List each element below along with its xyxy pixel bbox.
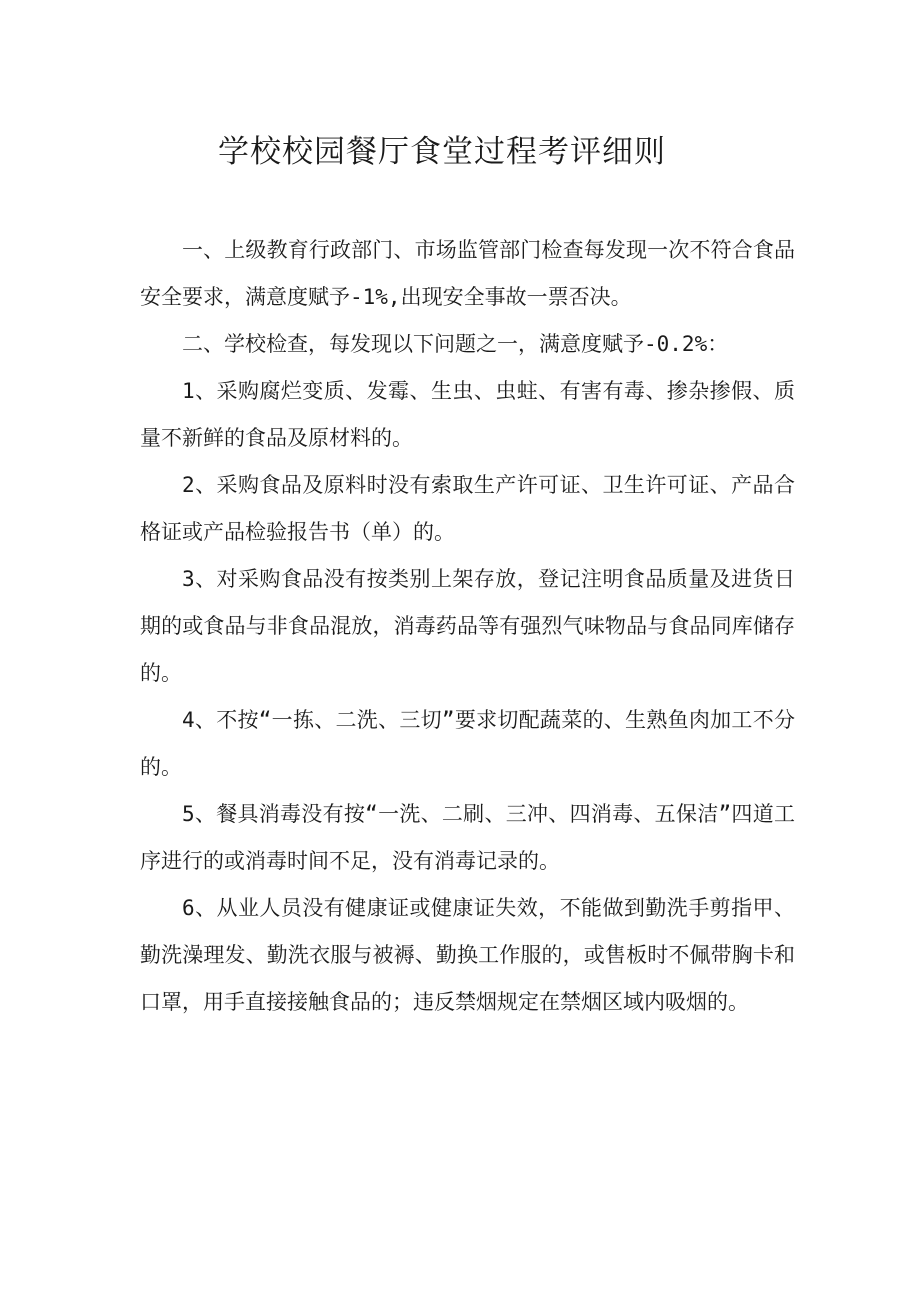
paragraph-item-2: 2、采购食品及原料时没有索取生产许可证、卫生许可证、产品合格证或产品检验报告书（单）的。 xyxy=(140,473,795,544)
paragraph-item-4: 4、不按“一拣、二洗、三切”要求切配蔬菜的、生熟鱼肉加工不分的。 xyxy=(140,708,795,779)
paragraph-1: 一、上级教育行政部门、市场监管部门检查每发现一次不符合食品安全要求，满意度赋予-1%,出现安全事故一票否决。 xyxy=(140,238,795,309)
paragraph-2: 二、学校检查，每发现以下问题之一，满意度赋予-0.2%： xyxy=(182,332,729,356)
paragraph-item-1: 1、采购腐烂变质、发霉、生虫、虫蛀、有害有毒、掺杂掺假、质量不新鲜的食品及原材料的。 xyxy=(140,379,795,450)
document-title: 学校校园餐厅食堂过程考评细则 xyxy=(218,134,666,170)
paragraph-item-3: 3、对采购食品没有按类别上架存放，登记注明食品质量及进货日期的或食品与非食品混放，消毒药品等有强烈气味物品与食品同库储存的。 xyxy=(140,567,795,685)
paragraph-item-6: 6、从业人员没有健康证或健康证失效，不能做到勤洗手剪指甲、勤洗澡理发、勤洗衣服与被褥、勤换工作服的，或售板时不佩带胸卡和口罩，用手直接接触食品的；违反禁烟规定在禁烟区域内吸烟的。 xyxy=(140,896,795,1014)
paragraph-item-5: 5、餐具消毒没有按“一洗、二刷、三冲、四消毒、五保洁”四道工序进行的或消毒时间不足，没有消毒记录的。 xyxy=(140,802,795,873)
document-body xyxy=(140,227,795,1026)
